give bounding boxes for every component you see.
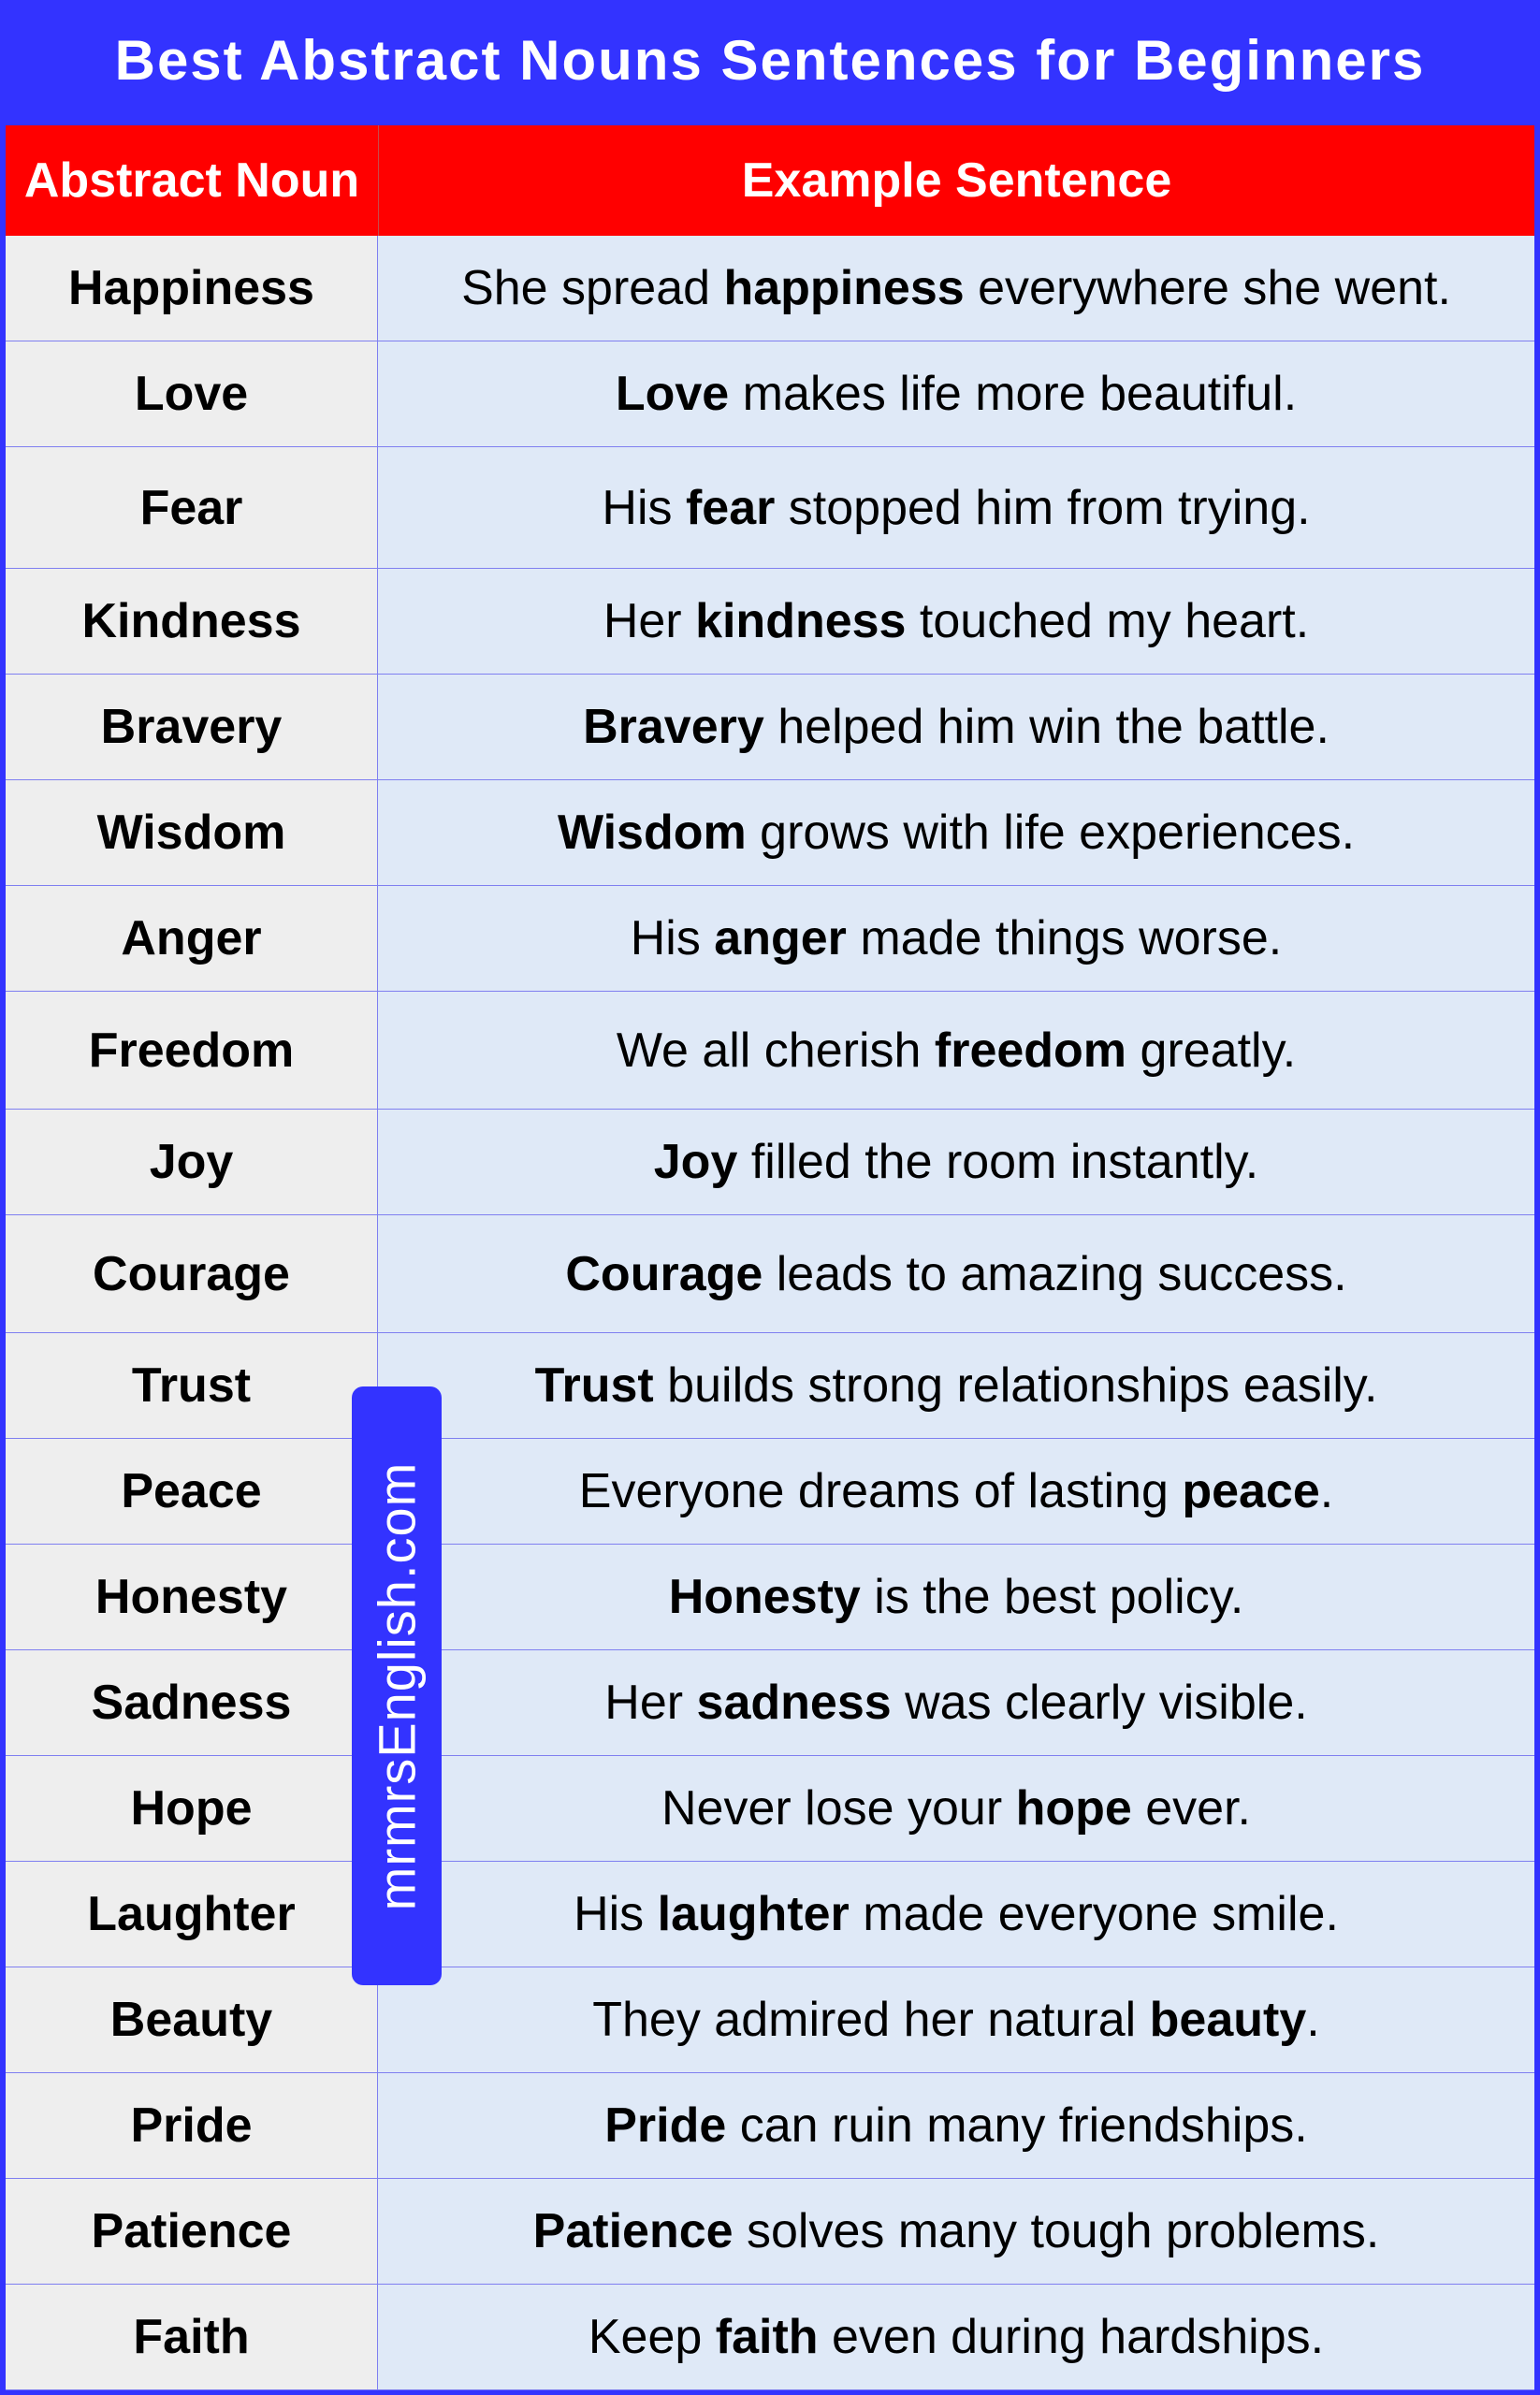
sentence-text-before: His (574, 1887, 658, 1941)
sentence-text-before: We all cherish (616, 1023, 935, 1078)
sentence-cell (378, 992, 1534, 1109)
sentence-text-after: is the best policy. (860, 1570, 1244, 1624)
sentence-cell (378, 1650, 1534, 1755)
table-row (6, 992, 1534, 1110)
sentence-cell (378, 1110, 1534, 1214)
table-row (6, 1967, 1534, 2073)
sentence-text-before: She spread (461, 261, 724, 315)
sentence-text-after: even during hardships. (818, 2310, 1325, 2364)
watermark-text: mrmrsEnglish.com (367, 1461, 427, 1910)
sentence-text-before: Everyone dreams of lasting (578, 1464, 1183, 1518)
noun-cell: Kindness (6, 569, 378, 674)
noun-cell: Wisdom (6, 780, 378, 885)
noun-cell: Honesty (6, 1545, 378, 1649)
sentence-cell (378, 675, 1534, 779)
sentence-text-after: made things worse. (846, 911, 1283, 965)
noun-cell: Peace (6, 1439, 378, 1544)
table-row (6, 886, 1534, 992)
sentence-text-after: greatly. (1126, 1023, 1297, 1078)
table-row (6, 1862, 1534, 1967)
sentence-noun-highlight: Trust (534, 1358, 654, 1413)
table-row (6, 1333, 1534, 1439)
sentence-noun-highlight: Patience (532, 2204, 734, 2258)
sentence-noun-highlight: beauty (1149, 1993, 1307, 2047)
sentence-noun-highlight: Courage (565, 1246, 763, 1301)
sentence-cell (378, 569, 1534, 674)
sentence-text-after: was clearly visible. (891, 1676, 1308, 1730)
sentence-text-after: everywhere she went. (964, 261, 1451, 315)
table-row (6, 447, 1534, 569)
abstract-nouns-table (6, 125, 1534, 2388)
sentence-text-before: Her (603, 594, 696, 648)
sentence-cell (378, 780, 1534, 885)
sentence-noun-highlight: kindness (695, 594, 907, 648)
noun-cell: Beauty (6, 1967, 378, 2072)
sentence-noun-highlight: fear (685, 480, 776, 535)
sentence-noun-highlight: freedom (934, 1023, 1127, 1078)
sentence-text-after: filled the room instantly. (737, 1135, 1259, 1189)
sentence-cell (378, 1439, 1534, 1544)
sentence-noun-highlight: Joy (653, 1135, 738, 1189)
sentence-text-before: Never lose your (661, 1781, 1016, 1836)
noun-cell: Patience (6, 2179, 378, 2284)
sentence-text-after: made everyone smile. (849, 1887, 1339, 1941)
sentence-text-after: leads to amazing success. (763, 1246, 1347, 1301)
sentence-cell (378, 1756, 1534, 1861)
table-row (6, 675, 1534, 780)
sentence-cell (378, 1333, 1534, 1438)
sentence-noun-highlight: laughter (657, 1887, 850, 1941)
table-header-row (6, 125, 1534, 236)
sentence-cell (378, 886, 1534, 991)
sentence-text-after: builds strong relationships easily. (653, 1358, 1378, 1413)
noun-cell: Happiness (6, 236, 378, 341)
table-row (6, 2285, 1534, 2390)
sentence-cell (378, 2285, 1534, 2389)
table-row (6, 1215, 1534, 1333)
noun-cell: Fear (6, 447, 378, 568)
sentence-text-before: Keep (588, 2310, 716, 2364)
noun-cell: Sadness (6, 1650, 378, 1755)
table-body (6, 236, 1534, 2390)
noun-cell: Joy (6, 1110, 378, 1214)
sentence-noun-highlight: peace (1182, 1464, 1320, 1518)
noun-cell: Hope (6, 1756, 378, 1861)
noun-cell: Freedom (6, 992, 378, 1109)
sentence-text-after: makes life more beautiful. (729, 367, 1298, 421)
sentence-noun-highlight: Bravery (583, 700, 764, 754)
sentence-noun-highlight: Wisdom (557, 806, 747, 860)
sentence-text-after: . (1306, 1993, 1320, 2047)
sentence-cell (378, 1215, 1534, 1332)
table-row (6, 341, 1534, 447)
table-row (6, 1756, 1534, 1862)
table-row (6, 780, 1534, 886)
sentence-cell (378, 447, 1534, 568)
table-row (6, 1110, 1534, 1215)
sentence-text-before: Her (604, 1676, 697, 1730)
noun-cell: Courage (6, 1215, 378, 1332)
table-row (6, 2073, 1534, 2179)
sentence-cell (378, 341, 1534, 446)
sentence-text-before: His (630, 911, 715, 965)
header-example-sentence: Example Sentence (378, 125, 1534, 236)
sentence-noun-highlight: hope (1015, 1781, 1132, 1836)
sentence-text-after: helped him win the battle. (763, 700, 1329, 754)
sentence-cell (378, 1545, 1534, 1649)
table-row (6, 1439, 1534, 1545)
page-title: Best Abstract Nouns Sentences for Beginners (114, 28, 1426, 92)
sentence-text-after: ever. (1131, 1781, 1251, 1836)
watermark-badge (352, 1386, 442, 1985)
sentence-noun-highlight: anger (714, 911, 847, 965)
sentence-noun-highlight: faith (715, 2310, 819, 2364)
sentence-text-after: touched my heart. (906, 594, 1310, 648)
sentence-noun-highlight: Pride (604, 2098, 727, 2153)
sentence-text-after: grows with life experiences. (746, 806, 1356, 860)
noun-cell: Trust (6, 1333, 378, 1438)
table-row (6, 2179, 1534, 2285)
sentence-text-after: . (1319, 1464, 1334, 1518)
table-row (6, 1650, 1534, 1756)
sentence-cell (378, 2073, 1534, 2178)
sentence-text-after: stopped him from trying. (775, 480, 1311, 535)
table-row (6, 236, 1534, 341)
table-row (6, 1545, 1534, 1650)
sentence-text-before: They admired her natural (592, 1993, 1150, 2047)
sentence-cell (378, 236, 1534, 341)
sentence-noun-highlight: Love (615, 367, 730, 421)
header-abstract-noun: Abstract Noun (23, 153, 360, 208)
sentence-text-after: can ruin many friendships. (726, 2098, 1308, 2153)
noun-cell: Bravery (6, 675, 378, 779)
sentence-noun-highlight: Honesty (668, 1570, 861, 1624)
table-row (6, 569, 1534, 675)
noun-cell: Laughter (6, 1862, 378, 1967)
sentence-text-before: His (602, 480, 686, 535)
noun-cell: Love (6, 341, 378, 446)
sentence-text-after: solves many tough problems. (733, 2204, 1380, 2258)
sentence-noun-highlight: happiness (723, 261, 965, 315)
noun-cell: Anger (6, 886, 378, 991)
sentence-cell (378, 2179, 1534, 2284)
sentence-noun-highlight: sadness (696, 1676, 892, 1730)
noun-cell: Faith (6, 2285, 378, 2389)
noun-cell: Pride (6, 2073, 378, 2178)
sentence-cell (378, 1862, 1534, 1967)
sentence-cell (378, 1967, 1534, 2072)
